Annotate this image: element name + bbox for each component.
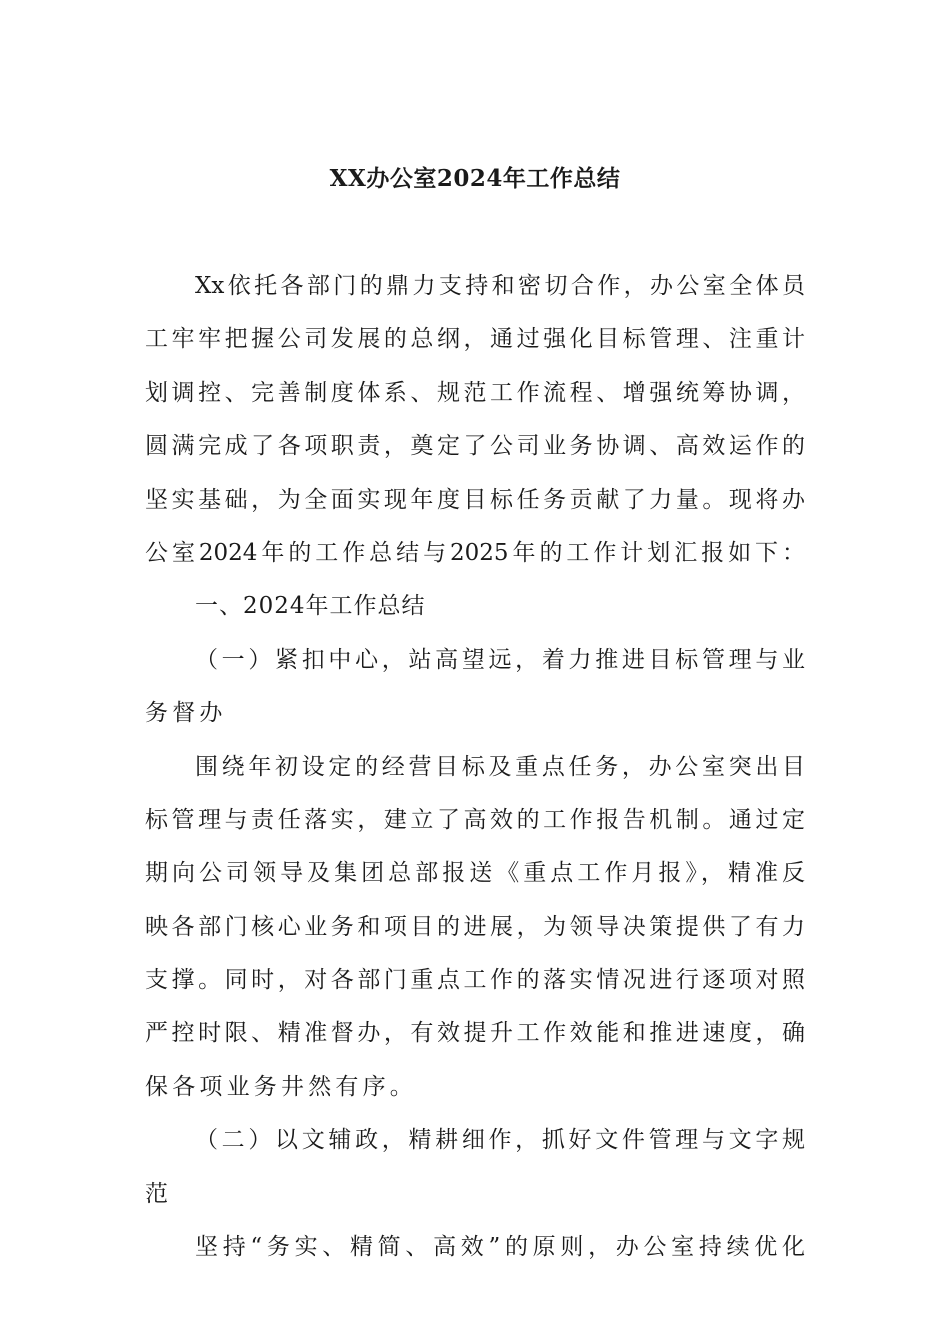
paragraph-line: 支撑。同时，对各部门重点工作的落实情况进行逐项对照 [145, 967, 805, 994]
paragraph-line: 圆满完成了各项职责，奠定了公司业务协调、高效运作的 [145, 433, 805, 460]
subsection-heading-line: （一）紧扣中心，站高望远，着力推进目标管理与业 [195, 646, 805, 673]
paragraph-line: 严控时限、精准督办，有效提升工作效能和推进速度，确 [145, 1020, 805, 1047]
paragraph-line: 划调控、完善制度体系、规范工作流程、增强统筹协调， [145, 379, 805, 406]
document-body [145, 270, 805, 1284]
paragraph-line: 保各项业务井然有序。 [145, 1073, 417, 1100]
paragraph-line: 公室2024年的工作总结与2025年的工作计划汇报如下： [145, 539, 805, 566]
subsection-heading-line: （二）以文辅政，精耕细作，抓好文件管理与文字规 [195, 1127, 805, 1154]
subsection-heading-line: 范 [145, 1180, 173, 1207]
paragraph-line: 围绕年初设定的经营目标及重点任务，办公室突出目 [195, 753, 805, 780]
paragraph-line: 坚持“务实、精简、高效”的原则，办公室持续优化 [195, 1234, 805, 1261]
document-title: XX办公室2024年工作总结 [329, 165, 621, 192]
paragraph-line: 坚实基础，为全面实现年度目标任务贡献了力量。现将办 [145, 486, 805, 513]
paragraph-line: 标管理与责任落实，建立了高效的工作报告机制。通过定 [145, 806, 805, 833]
paragraph-line: 期向公司领导及集团总部报送《重点工作月报》，精准反 [145, 860, 805, 887]
paragraph-line: 映各部门核心业务和项目的进展，为领导决策提供了有力 [145, 913, 805, 940]
section-heading: 一、2024年工作总结 [195, 593, 426, 620]
subsection-heading-line: 务督办 [145, 700, 227, 727]
paragraph-line: 工牢牢把握公司发展的总纲，通过强化目标管理、注重计 [145, 326, 805, 353]
paragraph-line: Xx依托各部门的鼎力支持和密切合作，办公室全体员 [195, 273, 805, 299]
